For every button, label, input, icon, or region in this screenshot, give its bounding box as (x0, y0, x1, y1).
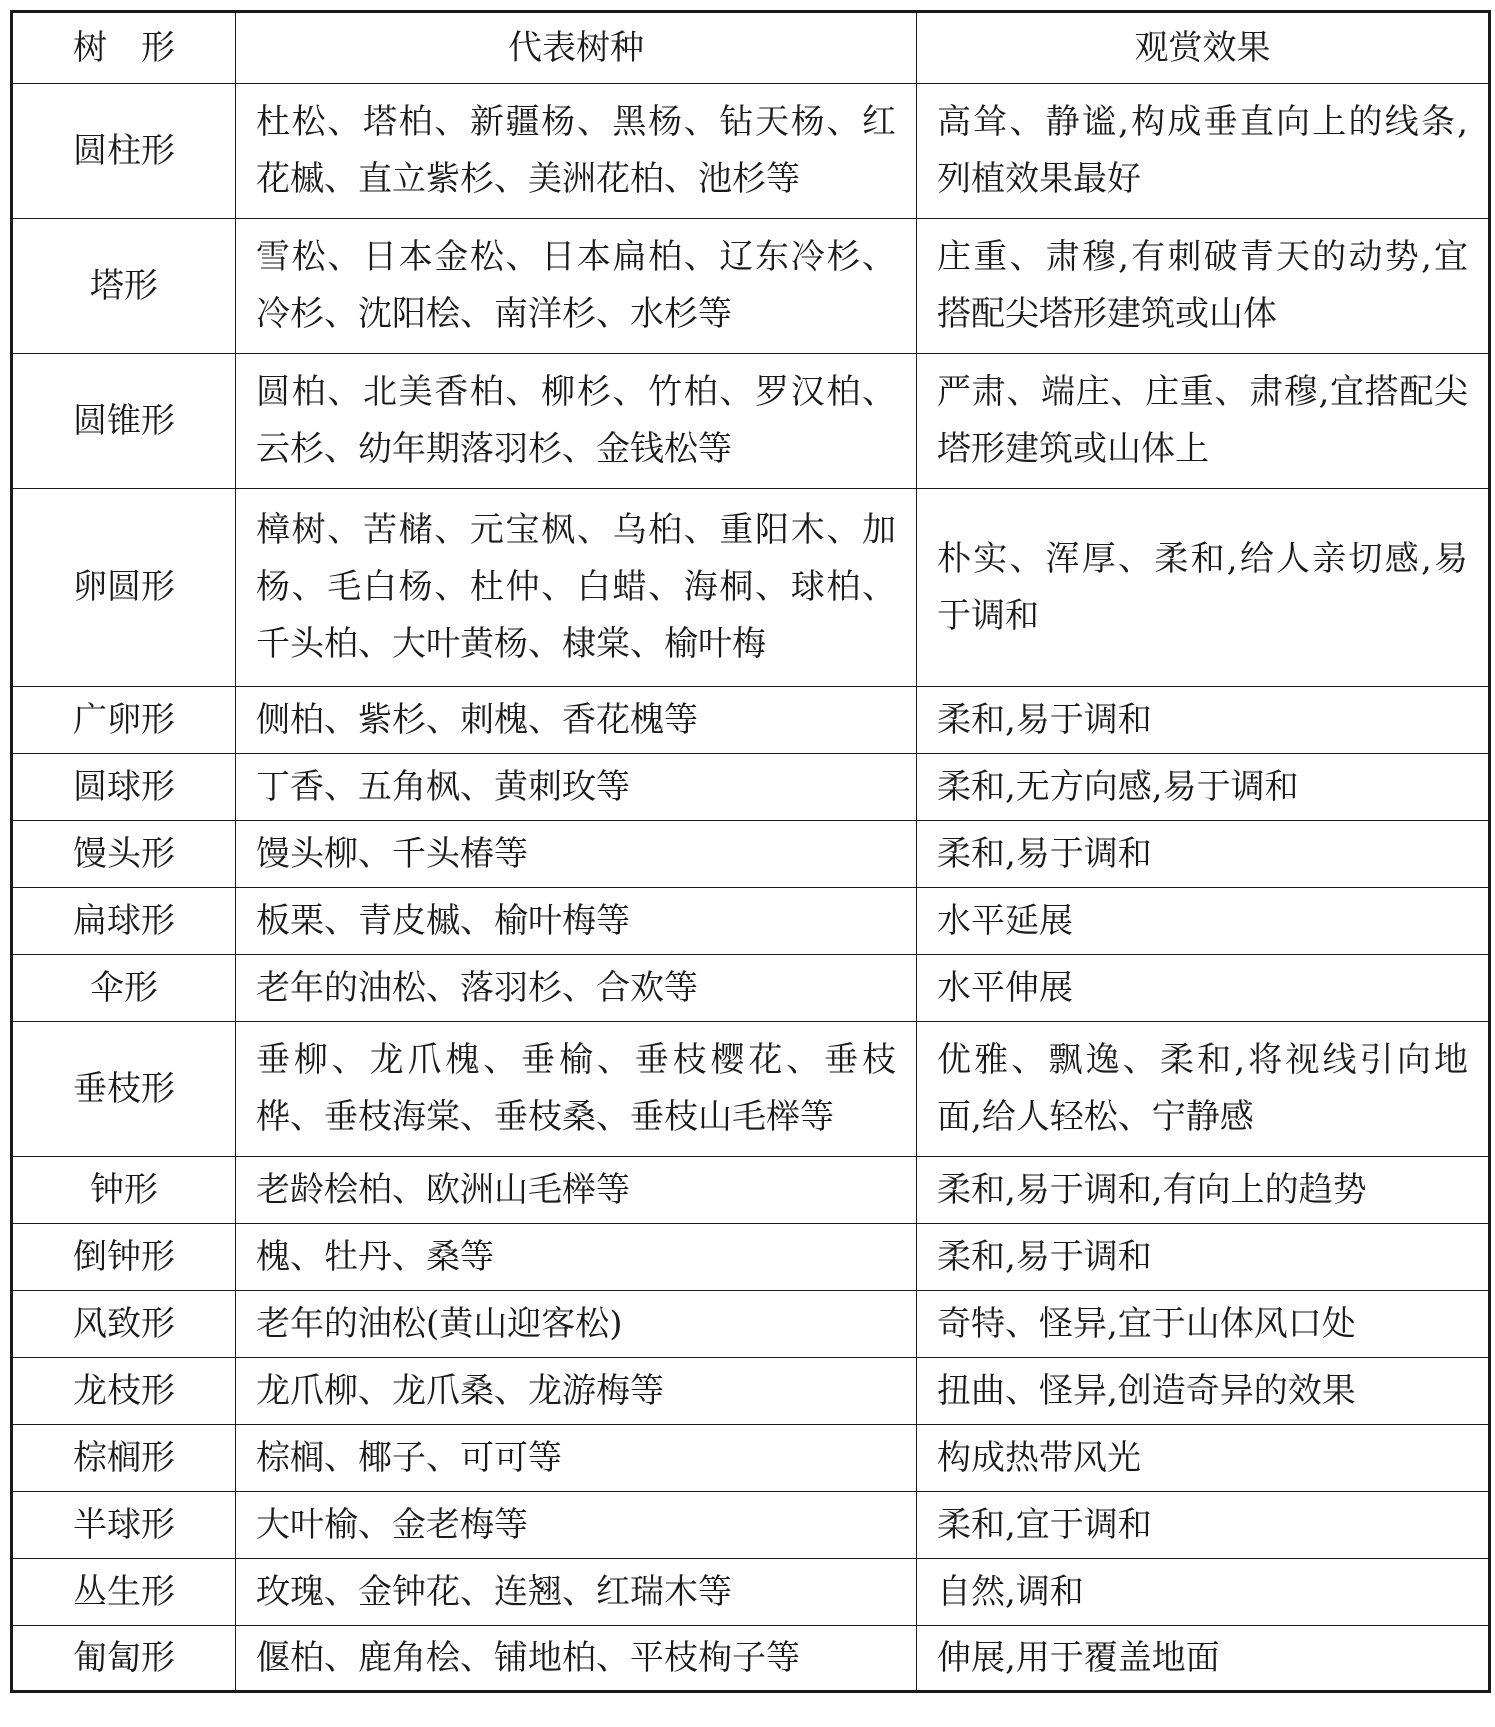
table-row (12, 955, 1490, 1022)
table-body (12, 84, 1490, 1692)
table-row (12, 84, 1490, 219)
species-cell: 雪松、日本金松、日本扁柏、辽东冷杉、冷杉、沈阳桧、南洋杉、水杉等 (236, 219, 917, 354)
species-cell: 老龄桧柏、欧洲山毛榉等 (236, 1157, 917, 1224)
species-cell: 棕榈、椰子、可可等 (236, 1425, 917, 1492)
shape-cell: 扁球形 (12, 888, 236, 955)
effect-cell: 庄重、肃穆,有刺破青天的动势,宜搭配尖塔形建筑或山体 (917, 219, 1490, 354)
species-cell: 馒头柳、千头椿等 (236, 821, 917, 888)
shape-cell: 圆球形 (12, 754, 236, 821)
species-cell: 樟树、苦槠、元宝枫、乌桕、重阳木、加杨、毛白杨、杜仲、白蜡、海桐、球柏、千头柏、大叶黄杨、棣棠、榆叶梅 (236, 489, 917, 687)
effect-cell: 奇特、怪异,宜于山体风口处 (917, 1291, 1490, 1358)
species-cell: 侧柏、紫杉、刺槐、香花槐等 (236, 687, 917, 754)
effect-cell: 柔和,易于调和 (917, 821, 1490, 888)
shape-cell: 半球形 (12, 1492, 236, 1559)
table-row (12, 1157, 1490, 1224)
table-row (12, 1492, 1490, 1559)
effect-cell: 严肃、端庄、庄重、肃穆,宜搭配尖塔形建筑或山体上 (917, 354, 1490, 489)
shape-cell: 倒钟形 (12, 1224, 236, 1291)
species-cell: 偃柏、鹿角桧、铺地柏、平枝栒子等 (236, 1626, 917, 1692)
shape-cell: 丛生形 (12, 1559, 236, 1626)
shape-cell: 圆柱形 (12, 84, 236, 219)
table-row (12, 354, 1490, 489)
table-row (12, 219, 1490, 354)
header-shape: 树 形 (12, 12, 236, 84)
species-cell: 老年的油松、落羽杉、合欢等 (236, 955, 917, 1022)
table-row (12, 888, 1490, 955)
species-cell: 杜松、塔柏、新疆杨、黑杨、钻天杨、红花槭、直立紫杉、美洲花柏、池杉等 (236, 84, 917, 219)
table-row (12, 1559, 1490, 1626)
species-cell: 圆柏、北美香柏、柳杉、竹柏、罗汉柏、云杉、幼年期落羽杉、金钱松等 (236, 354, 917, 489)
shape-cell: 伞形 (12, 955, 236, 1022)
effect-cell: 柔和,易于调和,有向上的趋势 (917, 1157, 1490, 1224)
effect-cell: 高耸、静谧,构成垂直向上的线条,列植效果最好 (917, 84, 1490, 219)
species-cell: 槐、牡丹、桑等 (236, 1224, 917, 1291)
effect-cell: 朴实、浑厚、柔和,给人亲切感,易于调和 (917, 489, 1490, 687)
shape-cell: 棕榈形 (12, 1425, 236, 1492)
table-row (12, 687, 1490, 754)
table-row (12, 1022, 1490, 1157)
effect-cell: 水平伸展 (917, 955, 1490, 1022)
species-cell: 龙爪柳、龙爪桑、龙游梅等 (236, 1358, 917, 1425)
effect-cell: 优雅、飘逸、柔和,将视线引向地面,给人轻松、宁静感 (917, 1022, 1490, 1157)
effect-cell: 水平延展 (917, 888, 1490, 955)
effect-cell: 构成热带风光 (917, 1425, 1490, 1492)
effect-cell: 柔和,易于调和 (917, 1224, 1490, 1291)
table-header (12, 12, 1490, 84)
species-cell: 垂柳、龙爪槐、垂榆、垂枝樱花、垂枝桦、垂枝海棠、垂枝桑、垂枝山毛榉等 (236, 1022, 917, 1157)
shape-cell: 钟形 (12, 1157, 236, 1224)
shape-cell: 龙枝形 (12, 1358, 236, 1425)
species-cell: 丁香、五角枫、黄刺玫等 (236, 754, 917, 821)
table-row (12, 489, 1490, 687)
shape-cell: 垂枝形 (12, 1022, 236, 1157)
shape-cell: 圆锥形 (12, 354, 236, 489)
header-row (12, 12, 1490, 84)
effect-cell: 柔和,无方向感,易于调和 (917, 754, 1490, 821)
shape-cell: 塔形 (12, 219, 236, 354)
shape-cell: 风致形 (12, 1291, 236, 1358)
species-cell: 玫瑰、金钟花、连翘、红瑞木等 (236, 1559, 917, 1626)
header-species: 代表树种 (236, 12, 917, 84)
table-row (12, 1425, 1490, 1492)
table-row (12, 821, 1490, 888)
table-row (12, 754, 1490, 821)
effect-cell: 柔和,易于调和 (917, 687, 1490, 754)
species-cell: 大叶榆、金老梅等 (236, 1492, 917, 1559)
effect-cell: 柔和,宜于调和 (917, 1492, 1490, 1559)
effect-cell: 扭曲、怪异,创造奇异的效果 (917, 1358, 1490, 1425)
table-row (12, 1291, 1490, 1358)
table-row (12, 1626, 1490, 1692)
shape-cell: 匍匐形 (12, 1626, 236, 1692)
header-effect: 观赏效果 (917, 12, 1490, 84)
shape-cell: 广卵形 (12, 687, 236, 754)
shape-cell: 馒头形 (12, 821, 236, 888)
species-cell: 老年的油松(黄山迎客松) (236, 1291, 917, 1358)
shape-cell: 卵圆形 (12, 489, 236, 687)
effect-cell: 自然,调和 (917, 1559, 1490, 1626)
table-row (12, 1224, 1490, 1291)
tree-form-table (10, 10, 1491, 1693)
species-cell: 板栗、青皮槭、榆叶梅等 (236, 888, 917, 955)
effect-cell: 伸展,用于覆盖地面 (917, 1626, 1490, 1692)
table-row (12, 1358, 1490, 1425)
